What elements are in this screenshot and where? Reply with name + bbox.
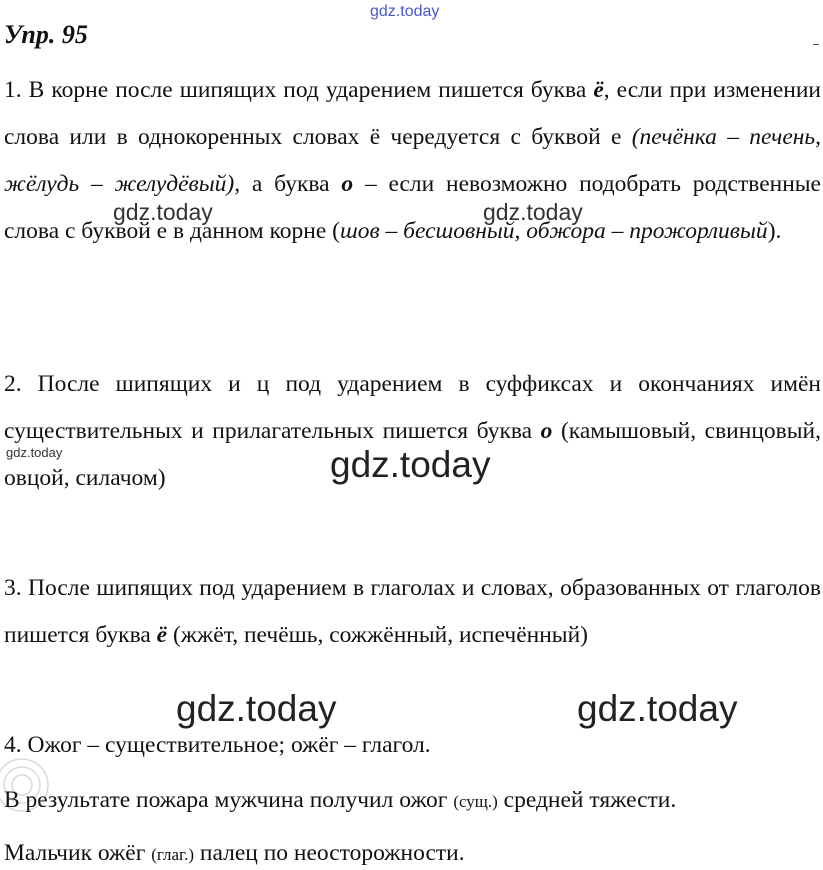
p2-text-c: (камышовый, свинцовый, овцой, силачом) — [4, 418, 821, 491]
paragraph-3 — [4, 565, 821, 659]
paragraph-1 — [4, 67, 821, 255]
p1-text-i: ). — [767, 218, 782, 244]
p4-l2-a: В результате пожара мужчина получил ожог — [4, 787, 454, 813]
exercise-title: Упр. 95 — [4, 20, 88, 49]
watermark-top: gdz.today — [370, 3, 440, 20]
paragraph-2 — [4, 361, 821, 502]
p4-l3-abbr: (глаг.) — [151, 845, 194, 864]
p1-letter-o: о — [341, 171, 354, 197]
p1-text-a: 1. В корне после шипящих под ударением пишется буква — [4, 77, 594, 103]
p4-l3-c: палец по неосторожности. — [194, 840, 465, 866]
p4-l3-a: Мальчик ожёг — [4, 840, 152, 866]
watermark: gdz.today — [113, 199, 213, 225]
p3-letter-yo: ё — [156, 622, 168, 648]
watermark: gdz.today — [6, 445, 63, 460]
watermark: gdz.today — [176, 688, 337, 729]
watermark: gdz.today — [577, 688, 738, 729]
watermark: gdz.today — [330, 444, 491, 485]
faint-stamp-image — [0, 730, 60, 830]
paragraph-4-line-3 — [4, 838, 465, 870]
p3-text-c: (жжёт, печёшь, сожжённый, испечённый) — [167, 622, 588, 648]
p4-l2-abbr: (сущ.) — [453, 792, 498, 811]
p1-text-g: – если невозможно подобрать родственные слова с буквой е в данном корне ( — [4, 171, 821, 244]
p1-examples-2: шов – бесшовный, обжора – прожорливый — [339, 218, 768, 244]
watermark: gdz.today — [483, 199, 583, 225]
p1-text-c: , если при изменении слова или в однокоренных словах ё чередуется с буквой е — [4, 77, 821, 150]
p2-letter-o: о — [540, 418, 553, 444]
margin-mark — [813, 44, 819, 45]
p2-text-a: 2. После шипящих и ц под ударением в суффиксах и окончаниях имён существительных и прилагательных пишется буква — [4, 371, 821, 444]
p4-l2-c: средней тяжести. — [497, 787, 677, 813]
paragraph-4-line-1: 4. Ожог – существительное; ожёг – глагол. — [4, 732, 431, 758]
paragraph-4-line-2 — [4, 785, 676, 817]
p3-text-a: 3. После шипящих под ударением в глаголах и словах, образованных от глаголов пишется буква — [4, 575, 821, 648]
p1-letter-yo: ё — [593, 77, 604, 103]
p1-text-e: , а буква — [234, 171, 342, 197]
p1-examples: (печёнка – печень, жёлудь – желудёвый) — [4, 124, 821, 197]
